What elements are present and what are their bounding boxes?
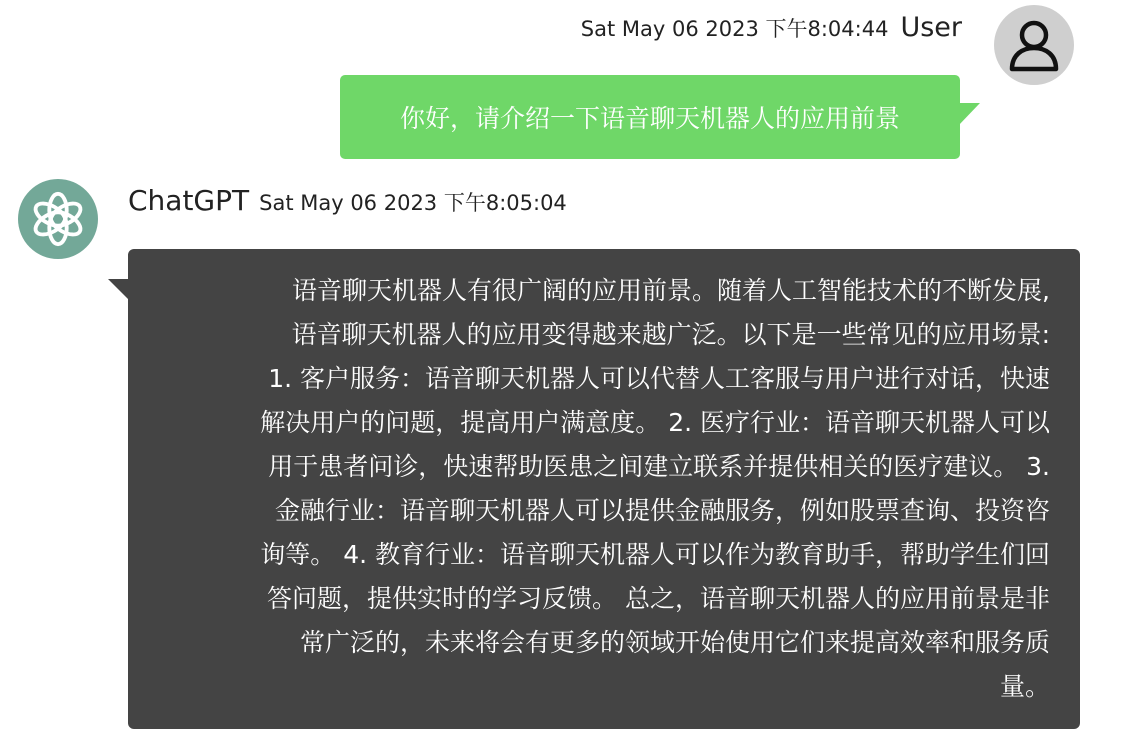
bot-message-line: 1. 客户服务：语音聊天机器人可以代替人工客服与用户进行对话，快速: [268, 364, 1050, 393]
bot-message-line: 常广泛的，未来将会有更多的领域开始使用它们来提高效率和服务质: [299, 628, 1050, 657]
user-message-bubble: [340, 75, 960, 159]
bot-sender-name: ChatGPT: [128, 184, 250, 217]
bot-message-bubble: [128, 249, 1080, 729]
user-bubble-tail: [958, 103, 980, 126]
chatgpt-avatar[interactable]: [18, 179, 98, 259]
bot-message-line: 用于患者问诊，快速帮助医患之间建立联系并提供相关的医疗建议。 3.: [268, 452, 1050, 481]
user-message-header: [581, 12, 962, 48]
bot-message-line: 答问题，提供实时的学习反馈。 总之，语音聊天机器人的应用前景是非: [267, 584, 1050, 613]
bot-message-line: 语音聊天机器人有很广阔的应用前景。随着人工智能技术的不断发展,: [292, 276, 1050, 305]
bot-message-line: 语音聊天机器人的应用变得越来越广泛。以下是一些常见的应用场景:: [291, 320, 1050, 349]
user-sender-name: User: [900, 12, 962, 43]
user-silhouette-icon: [1006, 17, 1062, 73]
bot-message-line: 询等。 4. 教育行业：语音聊天机器人可以作为教育助手，帮助学生们回: [260, 540, 1050, 569]
user-message-text: 你好，请介绍一下语音聊天机器人的应用前景: [399, 104, 900, 133]
bot-bubble-tail: [108, 279, 130, 301]
bot-message-line: 量。: [999, 672, 1050, 701]
bot-message-line: 金融行业：语音聊天机器人可以提供金融服务，例如股票查询、投资咨: [274, 496, 1050, 525]
user-avatar[interactable]: [994, 5, 1074, 85]
bot-message-line: 解决用户的问题，提高用户满意度。 2. 医疗行业：语音聊天机器人可以: [260, 408, 1050, 437]
bot-message-timestamp: Sat May 06 2023 下午8:05:04: [259, 191, 567, 215]
bot-message-header: [128, 184, 567, 220]
openai-logo-icon: [29, 190, 87, 248]
user-message-timestamp: Sat May 06 2023 下午8:04:44: [580, 17, 889, 41]
